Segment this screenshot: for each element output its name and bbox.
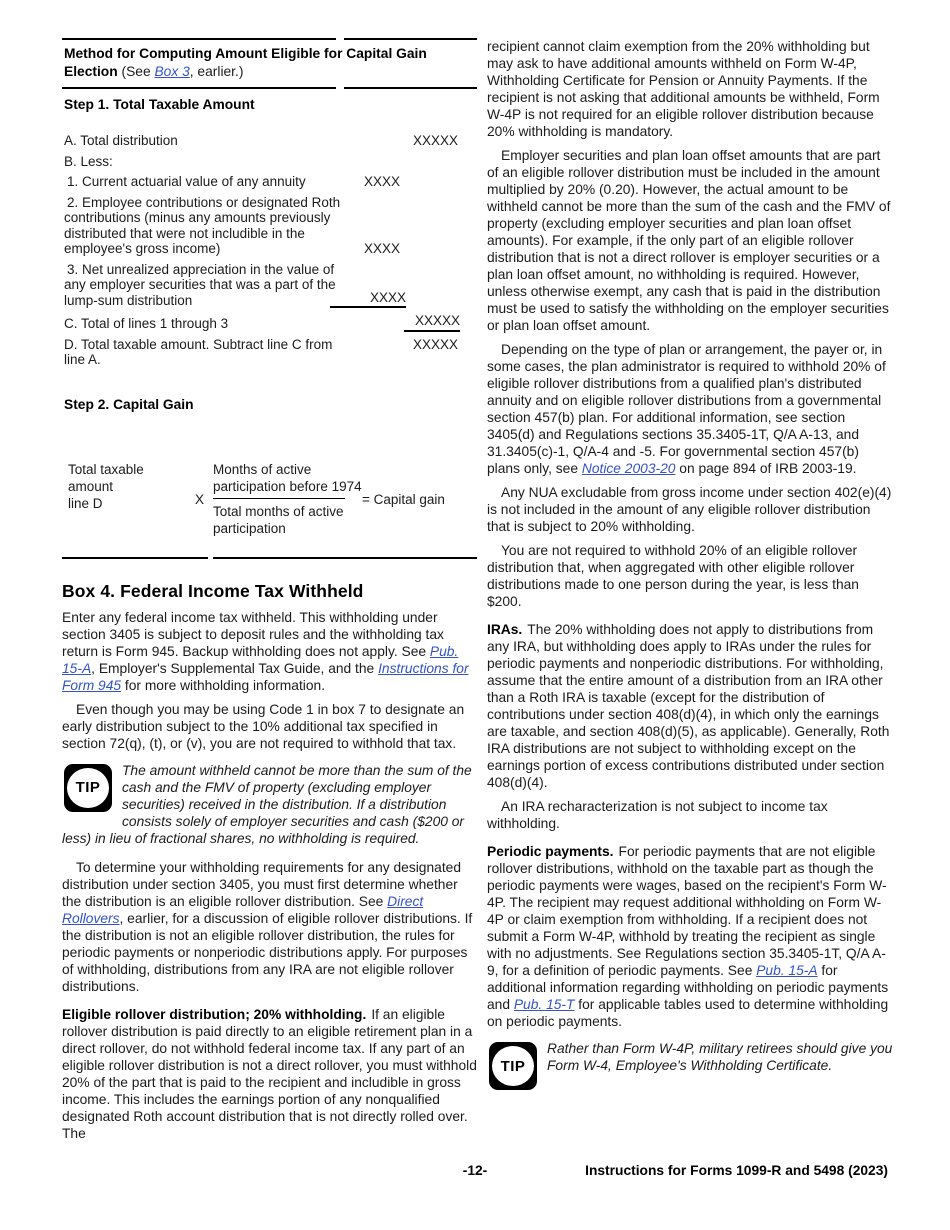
table-bottom-rule xyxy=(62,557,477,559)
tip-icon xyxy=(489,1042,537,1090)
run-in-heading-periodic-payments: Periodic payments. xyxy=(487,844,614,859)
left-column xyxy=(62,38,477,1149)
row-value-col2: XXXXX xyxy=(412,133,458,148)
tip-icon-label: TIP xyxy=(67,768,109,808)
capital-gain-table-header: Method for Computing Amount Eligible for Capital Gain Election (See Box 3, earlier.) xyxy=(64,46,427,79)
multiplication-sign: X xyxy=(195,491,205,507)
link-notice-2003-20[interactable]: Notice 2003-20 xyxy=(581,461,676,476)
step2-heading: Step 2. Capital Gain xyxy=(64,396,194,412)
row-label: 1. Current actuarial value of any annuity xyxy=(67,174,306,189)
tip-text: Rather than Form W-4P, military retirees should give you Form W-4, Employee's Withholding Certificate. xyxy=(547,1041,893,1073)
paragraph-periodic-payments: Periodic payments. For periodic payments that are not eligible rollover distributions, withhold on the taxable part as though the periodic payments were wages, based on the recipient's Form W-4P. The recipient may request additional withholding on Form W-4P or claim exemption from withholding. If a recipient does not submit a Form W-4P, withhold by treating the recipient as single with no adjustments. See Regulations section 35.3405-1T, Q/A A-9, for a definition of periodic payments. See Pub. 15-A for additional information regarding withholding on periodic payments and Pub. 15-T for applicable tables used to determine withholding on periodic payments. xyxy=(487,844,889,1029)
link-pub-15a[interactable]: Pub. 15-A xyxy=(62,643,459,676)
step1-heading: Step 1. Total Taxable Amount xyxy=(64,97,255,112)
run-in-heading-iras: IRAs. xyxy=(487,622,523,637)
table-row-c xyxy=(64,313,458,332)
tip-icon xyxy=(64,764,112,812)
paragraph-200-threshold: You are not required to withhold 20% of an eligible rollover distribution that, when aggregated with other eligible rollover distributions made to one person during the year, is less than $200. xyxy=(487,543,859,609)
table-row-3 xyxy=(64,262,458,309)
paragraph-code1: Even though you may be using Code 1 in box 7 to designate an early distribution subject to the 10% additional tax specified in section 72(q), (t), or (v), you are not required to withhold that tax. xyxy=(62,701,465,751)
paragraph-ira-recharacterization: An IRA recharacterization is not subject to income tax withholding. xyxy=(487,799,828,831)
table-header-bottom-rule xyxy=(62,87,477,89)
row-value-col1: XXXX xyxy=(363,241,400,256)
row-value-col2-sum: XXXXX xyxy=(404,313,460,332)
link-instructions-form-945[interactable]: Instructions for Form 945 xyxy=(62,660,469,693)
tip-box-withholding xyxy=(62,762,477,847)
row-label: 2. Employee contributions or designated Roth contributions (minus any amounts previously distributed that were not includible in the employee's gross income) xyxy=(64,194,341,256)
run-in-heading-eligible-rollover: Eligible rollover distribution; 20% withholding. xyxy=(62,1006,367,1022)
table-row-b xyxy=(64,154,458,170)
link-box-3[interactable]: Box 3 xyxy=(154,63,190,79)
capital-gain-worksheet xyxy=(64,133,458,368)
row-label: D. Total taxable amount. Subtract line C from line A. xyxy=(64,336,333,367)
table-row-2 xyxy=(64,195,458,257)
right-column xyxy=(487,38,895,1149)
paragraph-depending-plan: Depending on the type of plan or arrangement, the payer or, in some cases, the plan administrator is required to withhold 20% of eligible rollover distributions from a qualified plan's distributed annuity and on eligible rollover distributions from a governmental section 457(b) plan. For additional information, see section 3405(d) and Regulations sections 35.3405-1T, Q/A A-13, and 31.3405(c)-1, Q/A-4 and -5. For governmental section 457(b) plans only, see Notice 2003-20 on page 894 of IRB 2003-19. xyxy=(487,342,886,476)
tip-box-military xyxy=(487,1040,895,1092)
link-pub-15t[interactable]: Pub. 15-T xyxy=(513,997,575,1012)
row-value-col1-sum: XXXX xyxy=(330,290,406,309)
link-pub-15a-periodic[interactable]: Pub. 15-A xyxy=(756,963,818,978)
row-value-col2: XXXXX xyxy=(412,336,458,352)
capital-gain-formula xyxy=(62,461,477,545)
row-label: 3. Net unrealized appreciation in the value of any employer securities that was a part of the lump-sum distribution xyxy=(64,261,336,308)
paragraph-recipient-exemption: recipient cannot claim exemption from the 20% withholding but may ask to have additional amounts withheld on Form W-4P, Withholding Certificate for Pension or Annuity Payments. If the recipient is not asking that additional amounts be withheld, Form W-4P is not required for an eligible rollover distribution because 20% withholding is mandatory. xyxy=(487,39,880,139)
footer-title: Instructions for Forms 1099-R and 5498 (2023) xyxy=(585,1163,888,1178)
table-row-d xyxy=(64,337,458,368)
page-number: -12- xyxy=(462,1163,488,1178)
two-column-layout xyxy=(62,38,895,1149)
paragraph-eligible-rollover: Eligible rollover distribution; 20% withholding. If an eligible rollover distribution is paid directly to an eligible retirement plan in a direct rollover, do not withhold federal income tax. If any part of an eligible rollover distribution is not a direct rollover, you must withhold 20% of the part that is paid to the recipient and includible in gross income. This includes the earnings portion of any nonqualified designated Roth account distribution that is not directly rolled over. The xyxy=(62,1006,477,1141)
fraction-denominator: Total months of active participation xyxy=(213,503,344,536)
row-value-col1: XXXX xyxy=(363,174,400,189)
table-header-title: Method for Computing Amount Eligible for Capital Gain Election xyxy=(64,46,427,79)
tip-icon-label: TIP xyxy=(492,1046,534,1086)
formula-result: = Capital gain xyxy=(362,491,445,507)
formula-fraction xyxy=(213,461,373,537)
paragraph-employer-securities: Employer securities and plan loan offset amounts that are part of an eligible rollover distribution must be included in the amount multiplied by 20% (0.20). However, the actual amount to be withheld cannot be more than the sum of the cash and the FMV of property (excluding employer securities and plan loan offset amounts). For example, if the only part of an eligible rollover distribution that is not a direct rollover is employer securities or a plan loan offset amount, no withholding is required. However, unless otherwise exempt, any cash that is paid in the distribution must be used to satisfy the withholding on the employer securities or plan loan offset amount. xyxy=(487,148,891,333)
paragraph-iras: IRAs. The 20% withholding does not apply to distributions from any IRA, but withholding does apply to IRAs under the rules for periodic payments and nonperiodic distributions. For withholding, assume that the entire amount of a distribution from an IRA other than a Roth IRA is taxable (except for the distribution of contributions under section 408(d)(4), in which only the earnings are taxable, and section 408(d)(5), as applicable). Generally, Roth IRA distributions are not subject to withholding except on the earnings portion of excess contributions distributed under section 408(d)(4). xyxy=(487,622,890,790)
table-top-rule xyxy=(62,38,477,40)
formula-left-operand: Total taxable amount line D xyxy=(68,461,144,511)
table-row-1 xyxy=(64,174,458,190)
table-row-a xyxy=(64,133,458,149)
paragraph-determine-withholding: To determine your withholding requirements for any designated distribution under section 3405, you must first determine whether the distribution is an eligible rollover distribution. See Direct Rollovers, earlier, for a discussion of eligible rollover distributions. If the distribution is not an eligible rollover distribution, the rules for periodic payments or nonperiodic distributions apply. For purposes of withholding, distributions from any IRA are not eligible rollover distributions. xyxy=(62,859,473,994)
fraction-bar xyxy=(213,498,345,499)
paragraph-box4-intro: Enter any federal income tax withheld. This withholding under section 3405 is subject to deposit rules and the withholding tax return is Form 945. Backup withholding does not apply. See Pub. 15-A, Employer's Supplemental Tax Guide, and the Instructions for Form 945 for more withholding information. xyxy=(62,609,469,693)
row-label: C. Total of lines 1 through 3 xyxy=(64,316,229,331)
row-label: A. Total distribution xyxy=(64,133,178,148)
fraction-numerator: Months of active participation before 1974 xyxy=(213,461,362,494)
tip-text: The amount withheld cannot be more than the sum of the cash and the FMV of property (excluding employer securities) received in the distribution. If a distribution consists solely of employer securities and cash ($200 or less) in lieu of fractional shares, no withholding is required. xyxy=(62,762,472,846)
paragraph-nua: Any NUA excludable from gross income under section 402(e)(4) is not included in the amount of any eligible rollover distribution that is subject to 20% withholding. xyxy=(487,485,892,534)
box4-heading: Box 4. Federal Income Tax Withheld xyxy=(62,580,364,601)
link-direct-rollovers[interactable]: Direct Rollovers xyxy=(62,893,424,926)
row-label: B. Less: xyxy=(64,153,113,169)
